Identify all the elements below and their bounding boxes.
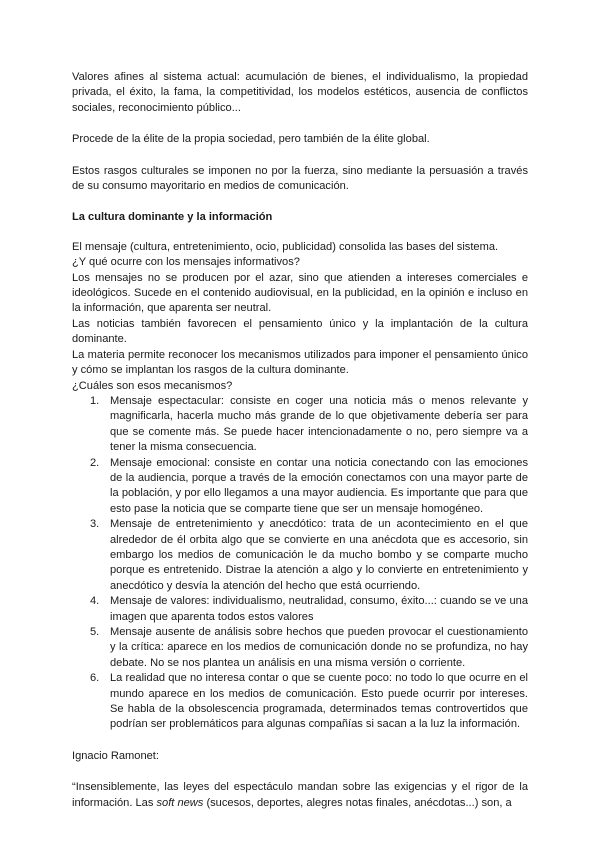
list-item-text: Mensaje de valores: individualismo, neutralidad, consumo, éxito...: cuando se ve una imagen que aparenta todos estos valores <box>110 595 528 623</box>
list-item-number: 1. <box>90 394 100 407</box>
intro-paragraph-persuasion: Estos rasgos culturales se imponen no por la fuerza, sino mediante la persuasión a través de su consumo mayoritario en medios de comunicación. <box>72 164 528 193</box>
list-item-text: Mensaje de entretenimiento y anecdótico: trata de un acontecimiento en el que alrededor de él orbita algo que se convierte en una anécdota que es accesorio, sin embargo los medios de comunicación le da mucho bombo y se comparte mucho porque es entretenido. Distrae la atención a algo y lo convierte en entretenimiento y anecdótico y desvía la atención del hecho que está ocurriendo. <box>110 518 528 592</box>
list-item-number: 4. <box>90 595 100 608</box>
list-item-text: Mensaje espectacular: consiste en coger una noticia más o menos relevante y magnificarla, hacerla mucho más grande de lo que objetivamente debería ser para que se comente más. Se puede hacer intencionadamente o no, pero siempre va a tener la misma consecuencia. <box>110 394 528 454</box>
list-item <box>72 394 528 456</box>
document-page <box>72 70 528 811</box>
section-line-1: El mensaje (cultura, entretenimiento, ocio, publicidad) consolida las bases del sistema. <box>72 240 499 253</box>
list-item-text: La realidad que no interesa contar o que se cuente poco: no todo lo que ocurre en el mundo aparece en los medios de comunicación. Esto puede ocurrir por intereses. Se habla de la obsolescencia programada, determinados temas controvertidos que podrían ser problemáticos para algunas compañías si sacan a la luz la información. <box>110 672 528 731</box>
list-item <box>72 625 528 671</box>
section-heading: La cultura dominante y la información <box>72 211 273 224</box>
list-item <box>72 456 528 518</box>
list-item-number: 2. <box>90 456 100 469</box>
section-line-4: Las noticias también favorecen el pensamiento único y la implantación de la cultura dominante. <box>72 317 528 346</box>
list-item-number: 6. <box>90 672 100 685</box>
mechanisms-list <box>72 394 528 733</box>
intro-paragraph-origin: Procede de la élite de la propia sociedad, pero también de la élite global. <box>72 133 430 146</box>
intro-paragraph-values: Valores afines al sistema actual: acumulación de bienes, el individualismo, la propiedad privada, el éxito, la fama, la competitividad, los modelos estéticos, ausencia de conflictos sociales, reconocimiento público... <box>72 71 528 114</box>
section-line-6: ¿Cuáles son esos mecanismos? <box>72 379 233 392</box>
quote-text-end: (sucesos, deportes, alegres notas finales, anécdotas...) son, a <box>203 796 512 809</box>
list-item <box>72 671 528 733</box>
section-line-5: La materia permite reconocer los mecanismos utilizados para imponer el pensamiento único y cómo se implantan los rasgos de la cultura dominante. <box>72 348 528 377</box>
list-item-text: Mensaje emocional: consiste en contar una noticia conectando con las emociones de la audiencia, porque a través de la emoción conectamos con una mayor parte de la población, y por ello llegamos a una mayor audiencia. Es importante que para que esto pase la noticia que se comparte tiene que ser un mensaje homogéneo. <box>110 456 528 515</box>
list-item <box>72 594 528 625</box>
quote-text-start: “Insensiblemente, las leyes del espectáculo mandan sobre las exigencias y el rigor de la información. Las <box>72 781 528 809</box>
list-item-number: 3. <box>90 518 100 531</box>
quote-author: Ignacio Ramonet: <box>72 749 159 762</box>
list-item <box>72 517 528 594</box>
list-item-text: Mensaje ausente de análisis sobre hechos que pueden provocar el cuestionamiento y la crítica: aparece en los medios de comunicación donde no se profundiza, no hay debate. No se nos plantea un análisis en una misma versión o corriente. <box>110 626 528 669</box>
quote-paragraph <box>72 780 528 811</box>
quote-italic-term: soft news <box>156 796 204 809</box>
list-item-number: 5. <box>90 626 100 638</box>
section-line-2: ¿Y qué ocurre con los mensajes informativos? <box>72 256 300 269</box>
section-line-3: Los mensajes no se producen por el azar, sino que atienden a intereses comerciales e ideológicos. Sucede en el contenido audiovisual, en la publicidad, en la opinión e incluso en la información, que aparenta ser neutral. <box>72 271 528 315</box>
